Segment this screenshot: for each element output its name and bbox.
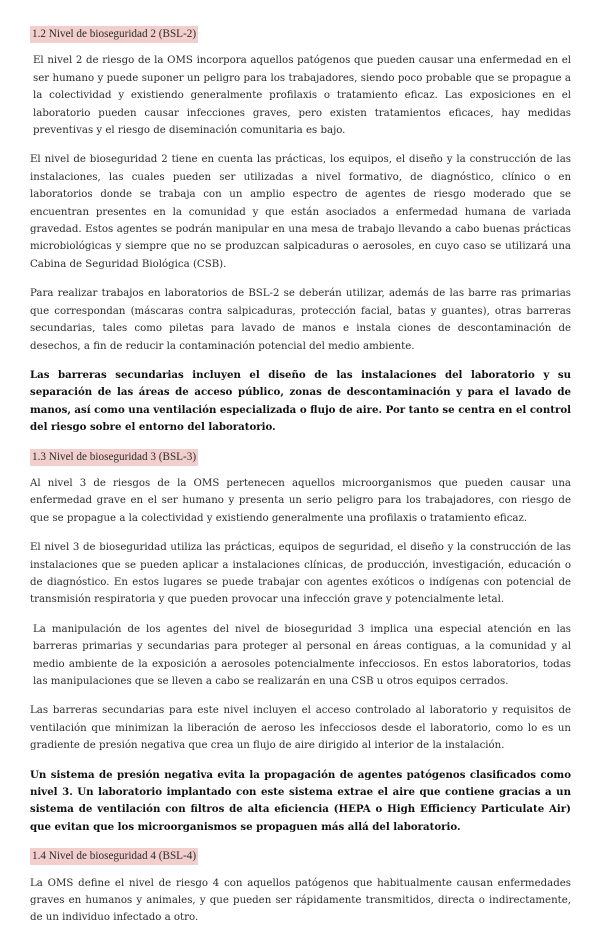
paragraph-bsl2-1: El nivel 2 de riesgo de la OMS incorpora aquellos patógenos que pueden causar una enfermedad en el ser humano y puede suponer un peligro para los trabajadores, siendo poco probable que se propague a la colectividad y existiendo generalmente profilaxis o tratamiento eficaz. Las exposiciones en el laboratorio pueden causar infecciones graves, pero existen tratamientos eficaces, hay medidas preventivas y el riesgo de diseminación comunitaria es bajo. xyxy=(33,55,571,137)
paragraph-bsl3-3: La manipulación de los agentes del nivel de bioseguridad 3 implica una especial atención en las barreras primarias y secundarias para proteger al personal en áreas contiguas, a la comunidad y al medio ambiente de la exposición a aerosoles potencialmente infecciosos. En estos laboratorios, todas las manipulaciones que se lleven a cabo se realizarán en una CSB u otros equipos cerrados. xyxy=(33,623,571,687)
paragraph-bsl2-4: Las barreras secundarias incluyen el diseño de las instalaciones del laboratorio y su separación de las áreas de acceso público, zonas de descontaminación y para el lavado de manos, así como una ventilación especializada o flujo de aire. Por tanto se centra en el control del riesgo sobre el entorno del laboratorio. xyxy=(30,368,571,434)
paragraph-bsl2-2: El nivel de bioseguridad 2 tiene en cuenta las prácticas, los equipos, el diseño y la construcción de las instalaciones, las cuales pueden ser utilizadas a nivel formativo, de diagnóstico, clínico o en laboratorios donde se trabaja con un amplio espectro de agentes de riesgo moderado que se encuentran presentes en la comunidad y que están asociados a enfermedad humana de variada gravedad. Estos agentes se podrán manipular en una mesa de trabajo llevando a cabo buenas prácticas microbiológicas y siempre que no se produzcan salpicaduras o aerosoles, en cuyo caso se utilizará una Cabina de Seguridad Biológica (CSB). xyxy=(30,154,571,270)
section-heading-bsl4: 1.4 Nivel de bioseguridad 4 (BSL-4) xyxy=(30,848,198,865)
paragraph-bsl3-5: Un sistema de presión negativa evita la propagación de agentes patógenos clasificados como nivel 3. Un laboratorio implantado con este sistema extrae el aire que contiene gracias a un sistema de ventilación con filtros de alta eficiencia (HEPA o High Efficiency Particulate Air) que evitan que los microorganismos se propaguen más allá del laboratorio. xyxy=(30,768,571,833)
section-heading-bsl2: 1.2 Nivel de bioseguridad 2 (BSL-2) xyxy=(30,26,198,43)
paragraph-bsl2-3: Para realizar trabajos en laboratorios de BSL-2 se deberán utilizar, además de las barre ras primarias que correspondan (máscaras contra salpicaduras, protección facial, batas y guantes), otras barreras secundarias, tales como piletas para lavado de manos e instala ciones de descontaminación de desechos, a fin de reducir la contaminación potencial del medio ambiente. xyxy=(30,288,571,352)
paragraph-bsl3-2: El nivel 3 de bioseguridad utiliza las prácticas, equipos de seguridad, el diseño y la construcción de las instalaciones que se pueden aplicar a instalaciones clínicas, de producción, investigación, educación o de diagnóstico. En estos lugares se puede trabajar con agentes exóticos o indígenas con potencial de transmisión respiratoria y que pueden provocar una infección grave y potencialmente letal. xyxy=(30,542,571,606)
paragraph-bsl4-1: La OMS define el nivel de riesgo 4 con aquellos patógenos que habitualmente causan enfermedades graves en humanos y animales, y que pueden ser rápidamente transmitidos, directa o indirectamente, de un individuo infectado a otro. xyxy=(30,877,571,924)
paragraph-bsl3-4: Las barreras secundarias para este nivel incluyen el acceso controlado al laboratorio y requisitos de ventilación que minimizan la liberación de aeroso les infecciosos desde el laboratorio, como lo es un gradiente de presión negativa que crea un flujo de aire dirigido al interior de la instalación. xyxy=(30,705,571,752)
document-page xyxy=(30,26,571,927)
section-heading-bsl3: 1.3 Nivel de bioseguridad 3 (BSL-3) xyxy=(30,449,198,466)
paragraph-bsl3-1: Al nivel 3 de riesgos de la OMS pertenecen aquellos microorganismos que pueden causar una enfermedad grave en el ser humano y presenta un serio peligro para los trabajadores, con riesgo de que se propague a la colectividad y existiendo generalmente una profilaxis o tratamiento eficaz. xyxy=(30,477,571,524)
